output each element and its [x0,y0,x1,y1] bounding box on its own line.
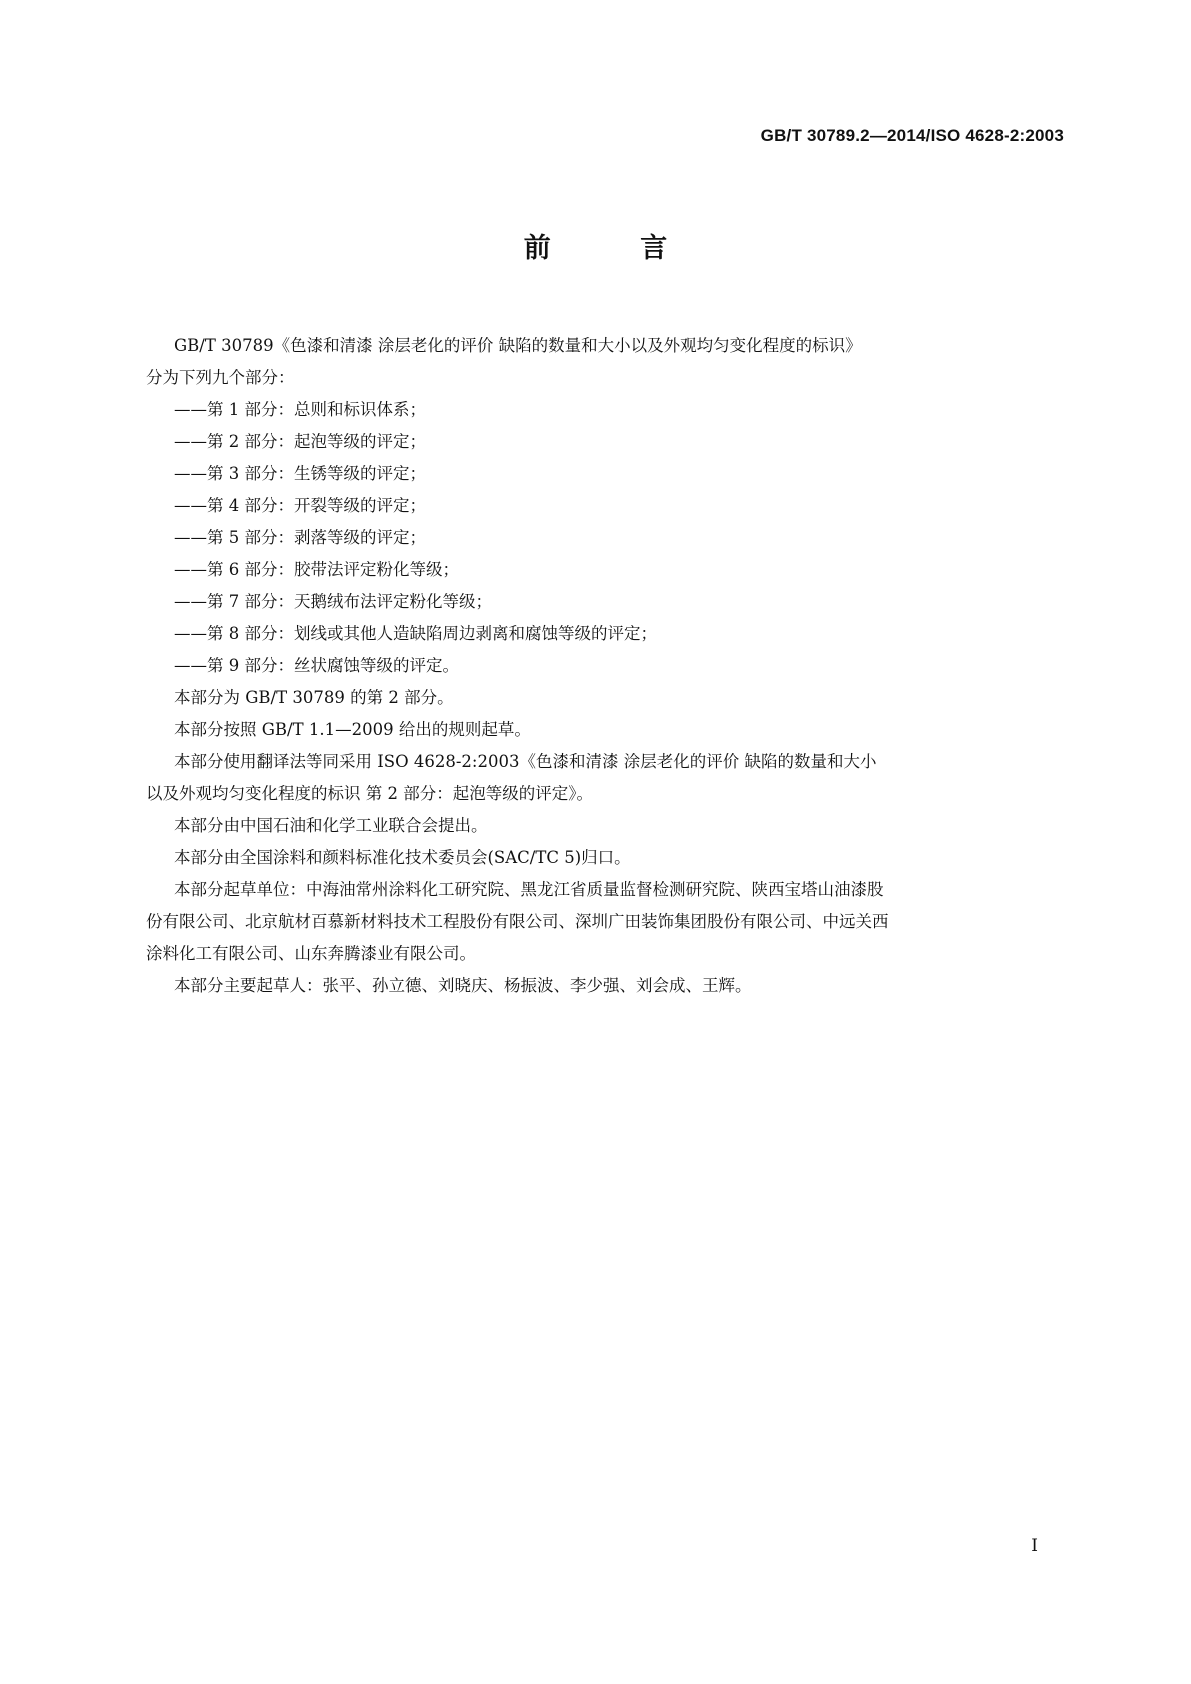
page-number: I [1031,1536,1038,1556]
list-item: ——第 7 部分：天鹅绒布法评定粉化等级； [174,592,492,611]
foreword-body [146,330,1068,1002]
drafting-rule-statement: 本部分按照 GB/T 1.1—2009 给出的规则起草。 [174,720,531,739]
page-title: 前 言 [523,233,708,264]
drafting-units-line-2: 份有限公司、北京航材百慕新材料技术工程股份有限公司、深圳广田装饰集团股份有限公司、中远关西 [146,912,889,931]
centralized-by-statement: 本部分由全国涂料和颜料标准化技术委员会(SAC/TC 5)归口。 [174,848,631,867]
list-item: ——第 2 部分：起泡等级的评定； [174,432,426,451]
translation-statement-line-1: 本部分使用翻译法等同采用 ISO 4628-2:2003《色漆和清漆 涂层老化的评价 缺陷的数量和大小 [174,752,877,771]
drafting-units-line-3: 涂料化工有限公司、山东奔腾漆业有限公司。 [146,944,476,963]
part-of-statement: 本部分为 GB/T 30789 的第 2 部分。 [174,688,454,707]
drafters-statement: 本部分主要起草人：张平、孙立德、刘晓庆、杨振波、李少强、刘会成、王辉。 [174,976,752,995]
drafting-units-line-1: 本部分起草单位：中海油常州涂料化工研究院、黑龙江省质量监督检测研究院、陕西宝塔山油漆股 [174,880,884,899]
list-item: ——第 9 部分：丝状腐蚀等级的评定。 [174,656,459,675]
translation-statement-line-2: 以及外观均匀变化程度的标识 第 2 部分：起泡等级的评定》。 [146,784,593,803]
list-item: ——第 1 部分：总则和标识体系； [174,400,426,419]
proposed-by-statement: 本部分由中国石油和化学工业联合会提出。 [174,816,488,835]
list-item: ——第 5 部分：剥落等级的评定； [174,528,426,547]
intro-line-2: 分为下列九个部分： [146,368,295,387]
standard-number: GB/T 30789.2—2014/ISO 4628-2:2003 [760,126,1064,145]
list-item: ——第 4 部分：开裂等级的评定； [174,496,426,515]
list-item: ——第 6 部分：胶带法评定粉化等级； [174,560,459,579]
list-item: ——第 3 部分：生锈等级的评定； [174,464,426,483]
list-item: ——第 8 部分：划线或其他人造缺陷周边剥离和腐蚀等级的评定； [174,624,657,643]
intro-line-1: GB/T 30789《色漆和清漆 涂层老化的评价 缺陷的数量和大小以及外观均匀变化程度的标识》 [174,336,862,355]
